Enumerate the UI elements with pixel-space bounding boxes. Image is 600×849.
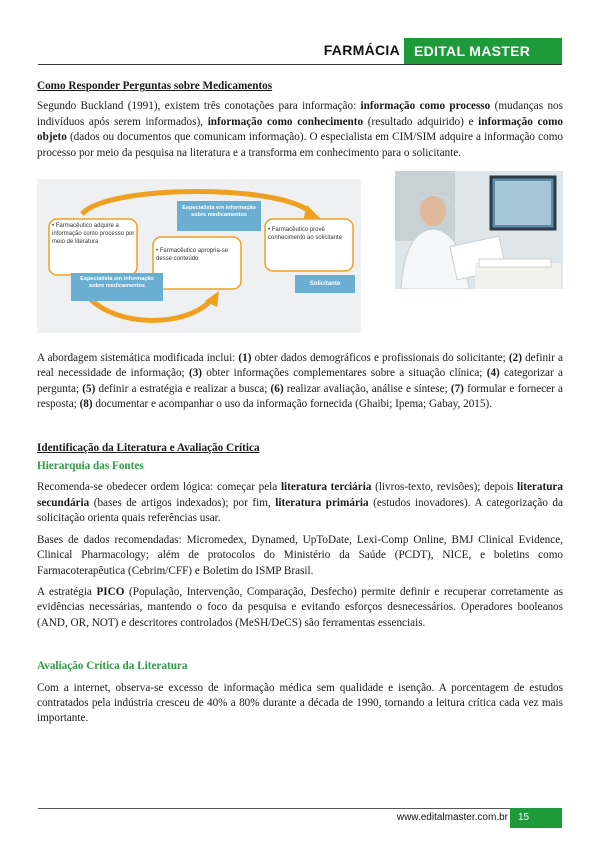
paragraph: [37, 533, 563, 579]
bold-run: informação como processo: [360, 100, 491, 113]
paragraph: [37, 480, 563, 526]
text-run: (dados ou documentos que comunicam informação). O especialista em CIM/SIM adquire a informação como processo por meio da pesquisa na literatura e a transforma em conhecimento para o solicitante.: [37, 131, 563, 159]
page-header: [0, 38, 600, 66]
paragraph: [37, 99, 563, 161]
bold-run: (1): [238, 352, 252, 365]
page-number: 15: [510, 808, 562, 828]
text-run: obter dados demográficos e profissionais do solicitante;: [251, 352, 509, 365]
bold-run: (3): [188, 367, 203, 380]
bold-run: informação como conhecimento: [207, 115, 364, 128]
diagram-box-3: • Farmacêutico provê conhecimento ao solicitante: [268, 227, 343, 242]
text-run: realizar avaliação, análise e síntese;: [283, 382, 451, 395]
page-content: [37, 79, 563, 727]
text-run: categorizar a pergunta;: [37, 367, 563, 395]
text-run: formular e fornecer a resposta;: [37, 382, 564, 411]
paragraph: [37, 585, 563, 631]
bold-run: (2): [508, 352, 522, 365]
paragraph: [37, 681, 563, 727]
text-run: A estratégia: [37, 585, 97, 598]
text-run: (bases de artigos indexados); por fim,: [89, 496, 276, 509]
footer-rule: [38, 808, 562, 809]
photo-illustration: [395, 171, 563, 289]
subject-title: FARMÁCIA: [323, 42, 400, 58]
footer-url[interactable]: www.editalmaster.com.br: [396, 812, 508, 823]
paragraph: [37, 351, 563, 413]
bold-run: literatura secundária: [37, 481, 563, 509]
bold-run: (7): [450, 382, 464, 395]
info-cycle-diagram: [37, 179, 361, 333]
text-run: definir a real necessidade de informação;: [37, 352, 563, 380]
text-run: (livros-texto, revisões); depois: [371, 481, 518, 494]
diagram-tag-1: Especialista em informação sobre medicamentos: [80, 276, 154, 290]
header-rule: [38, 64, 562, 65]
bold-run: (6): [270, 382, 284, 395]
bold-run: literatura terciária: [280, 481, 372, 494]
text-run: Segundo Buckland (1991), existem três conotações para informação:: [37, 100, 361, 113]
diagram-tag-2: Especialista em informação sobre medicamentos: [182, 205, 256, 219]
text-run: obter informações complementares sobre a situação clínica;: [202, 367, 487, 380]
bold-run: (5): [82, 382, 96, 395]
text-run: Recomenda-se obedecer ordem lógica: começar pela: [37, 481, 281, 494]
subsection-title: Avaliação Crítica da Literatura: [37, 660, 188, 673]
section-title: Identificação da Literatura e Avaliação Crítica: [37, 441, 260, 454]
text-run: definir a estratégia e realizar a busca;: [95, 382, 271, 395]
brand-banner: EDITAL MASTER: [404, 38, 562, 65]
diagram-tag-3: Solicitante: [309, 281, 341, 288]
section-title: Como Responder Perguntas sobre Medicamentos: [37, 80, 273, 92]
text-run: Bases de dados recomendadas: Micromedex, Dynamed, UpToDate, Lexi-Comp Online, BMJ Clinical Evidence, Clinical Pharmacology; além de protocolos do Ministério da Saúde (PCDT), NICE, e boletins como Farmacoterapêutica (Cebrim/CFF) e Boletim do ISMP Brasil.: [37, 533, 563, 577]
text-run: (estudos inovadores). A categorização da solicitação orienta quais referências usar.: [37, 496, 563, 525]
bold-run: informação como objeto: [37, 115, 563, 144]
figure-row: [37, 171, 563, 341]
diagram-box-1: • Farmacêutico adquire a informação como processo por meio de literatura: [52, 223, 135, 246]
subsection-title: Hierarquia das Fontes: [37, 460, 144, 473]
text-run: (resultado adquirido) e: [363, 115, 479, 128]
text-run: documentar e acompanhar o uso da informação fornecida (Ghaibi; Ipema; Gabay, 2015).: [92, 398, 493, 411]
bold-run: (8): [79, 398, 93, 411]
bold-run: PICO: [96, 585, 125, 598]
text-run: A abordagem sistemática modificada inclui:: [37, 352, 239, 365]
text-run: (População, Intervenção, Comparação, Desfecho) permite definir e recuperar corretamente as evidências necessárias, mantendo o foco da pesquisa e evitando esforços desnecessários. Operadores booleanos (AND, OR, NOT) e descritores controlados (MeSH/DeCS) são ferramentas essenciais.: [37, 585, 564, 629]
bold-run: literatura primária: [275, 496, 369, 509]
bold-run: (4): [486, 367, 500, 380]
text-run: Com a internet, observa-se excesso de informação médica sem qualidade e isenção. A porcentagem de estudos contratados pela indústria cresceu de 40% a 80% durante a década de 1990, tornando a leitura crítica cada vez mais importante.: [37, 681, 563, 725]
text-run: (mudanças nos indivíduos após serem informados),: [37, 100, 563, 128]
pharmacist-photo: [395, 171, 563, 289]
diagram-box-2: • Farmacêutico apropria-se desse conteúdo: [156, 248, 229, 263]
